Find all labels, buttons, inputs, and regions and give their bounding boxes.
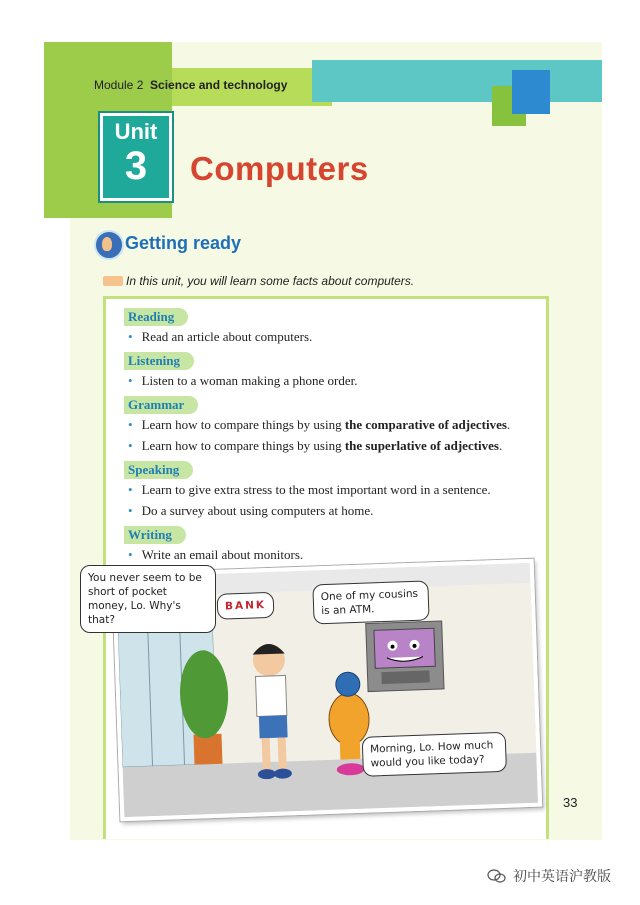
sign-bank (217, 592, 275, 620)
item-punct: . (499, 438, 503, 453)
module-prefix: Module 2 (94, 78, 144, 92)
getting-ready-icon (94, 230, 124, 260)
intro-marker (103, 276, 123, 286)
item-text: Learn how to compare things by using (141, 438, 345, 453)
list-item: • Listen to a woman making a phone order. (128, 373, 358, 388)
section-heading: Listening (124, 352, 194, 370)
item-text: Learn how to compare things by using (141, 417, 345, 432)
list-item: • Do a survey about using computers at home. (128, 503, 374, 518)
item-punct: . (506, 417, 511, 432)
intro-text: In this unit, you will learn some facts about computers. (126, 274, 415, 288)
item-text: Write an email about monitors. (141, 547, 304, 562)
section-heading: Grammar (124, 396, 198, 414)
item-text: Listen to a woman making a phone order. (141, 373, 358, 388)
item-text: Do a survey about using computers at home. (141, 503, 374, 518)
section-writing (124, 526, 303, 563)
speech-bubble-lo (362, 732, 507, 777)
page-title: Computers (190, 150, 369, 187)
page-number: 33 (563, 795, 578, 810)
list-item: • Learn to give extra stress to the most important word in a sentence. (128, 482, 491, 497)
wechat-icon (487, 869, 507, 883)
sign-text: BANK (224, 599, 267, 613)
module-label (94, 78, 287, 92)
watermark (487, 866, 611, 886)
list-item: • Read an article about computers. (128, 329, 313, 344)
bubble-text: You never seem to be short of pocket money, Lo. Why's that? (88, 572, 202, 626)
bubble-text: Morning, Lo. How much would you like today? (369, 739, 494, 770)
unit-badge (100, 113, 172, 201)
speech-bubble-atm (312, 580, 429, 624)
watermark-text: 初中英语沪教版 (513, 868, 611, 884)
speech-bubble-boy (80, 565, 216, 633)
section-grammar (124, 396, 510, 454)
bubble-text: One of my cousins is an ATM. (320, 587, 419, 618)
getting-ready-title: Getting ready (125, 233, 242, 253)
header-blue-square (512, 70, 550, 114)
section-heading: Reading (124, 308, 188, 326)
item-bold-text: the superlative of adjectives (344, 438, 499, 453)
list-item: • Write an email about monitors. (128, 547, 304, 562)
section-reading (124, 308, 312, 345)
item-text: Read an article about computers. (141, 329, 313, 344)
item-bold-text: the comparative of adjectives (344, 417, 507, 432)
section-speaking (124, 461, 491, 519)
item-text: Learn to give extra stress to the most important word in a sentence. (141, 482, 491, 497)
list-item: • Learn how to compare things by using the superlative of adjectives. (128, 438, 503, 453)
header-teal-band (312, 60, 602, 102)
section-listening (124, 352, 357, 389)
unit-number: 3 (124, 144, 148, 188)
unit-word: Unit (114, 119, 158, 144)
section-heading: Speaking (124, 461, 193, 479)
list-item: • Learn how to compare things by using the comparative of adjectives. (128, 417, 511, 432)
module-name: Science and technology (150, 78, 288, 92)
section-heading: Writing (124, 526, 186, 544)
